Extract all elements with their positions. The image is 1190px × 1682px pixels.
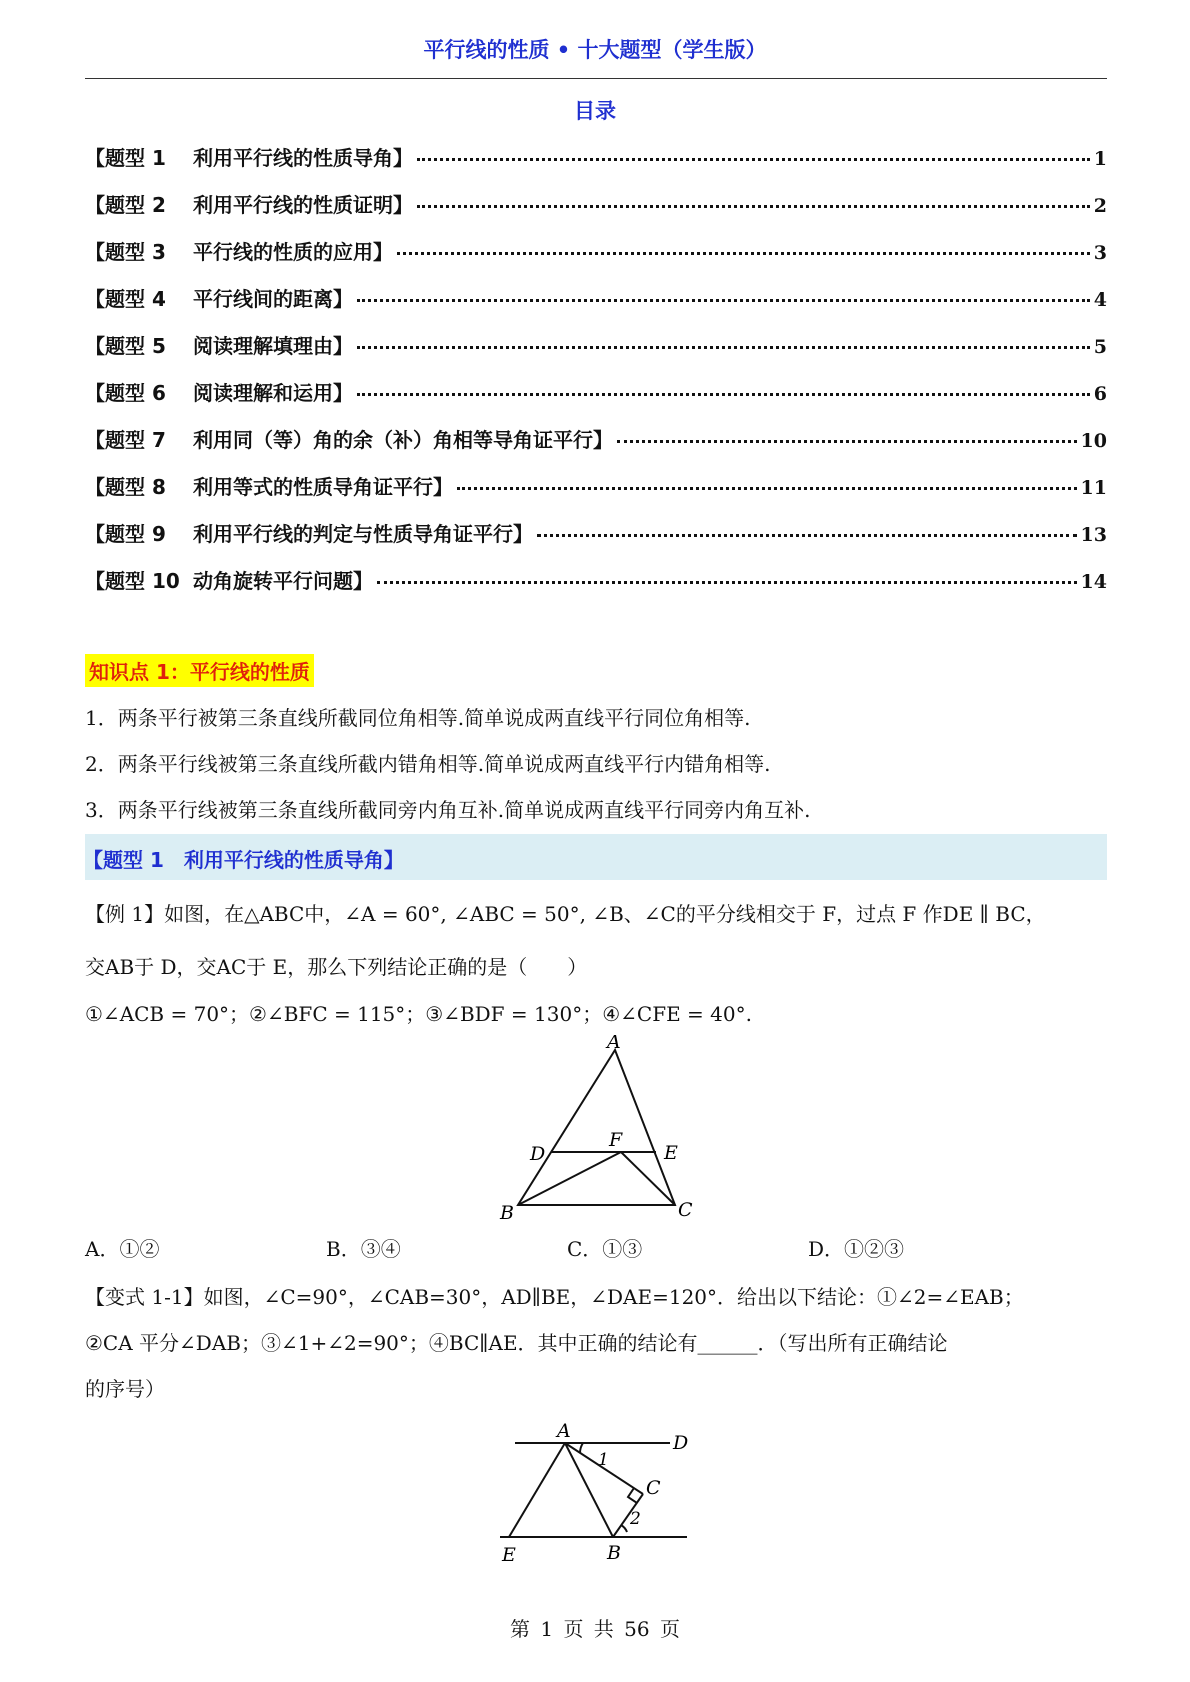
toc-item-text: 阅读理解填理由】 bbox=[193, 334, 353, 358]
toc-item-num: 【题型 6 bbox=[85, 381, 166, 405]
toc-item-num: 【题型 7 bbox=[85, 428, 166, 452]
toc-item-3[interactable] bbox=[85, 236, 1107, 266]
toc-item-page: 14 bbox=[1080, 571, 1107, 593]
toc-leader bbox=[417, 205, 1090, 208]
parallel-lines-figure bbox=[495, 1415, 715, 1575]
toc-leader bbox=[357, 393, 1090, 396]
toc-item-6[interactable] bbox=[85, 377, 1107, 407]
toc-item-page: 13 bbox=[1080, 524, 1107, 546]
option-a[interactable]: A．①② bbox=[85, 1237, 160, 1261]
toc-item-page: 6 bbox=[1093, 383, 1107, 405]
example-1-line-1: 【例 1】如图，在△ABC中，∠A = 60°, ∠ABC = 50°, ∠B、∠C的平分线相交于 F，过点 F 作DE ∥ BC， bbox=[85, 902, 1046, 926]
toc-item-text: 利用平行线的性质证明】 bbox=[193, 193, 413, 217]
label-b: B bbox=[607, 1542, 621, 1564]
label-b: B bbox=[500, 1202, 514, 1224]
toc-item-8[interactable] bbox=[85, 471, 1107, 501]
toc-item-num: 【题型 3 bbox=[85, 240, 166, 264]
label-d: D bbox=[673, 1432, 689, 1454]
label-a: A bbox=[557, 1420, 571, 1442]
toc-item-text: 利用平行线的性质导角】 bbox=[193, 146, 413, 170]
toc-leader bbox=[377, 581, 1077, 584]
toc-item-num: 【题型 8 bbox=[85, 475, 166, 499]
toc-item-text: 利用平行线的判定与性质导角证平行】 bbox=[193, 522, 533, 546]
toc-title: 目录 bbox=[574, 99, 616, 123]
section-title: 【题型 1 利用平行线的性质导角】 bbox=[83, 848, 404, 872]
example-1-line-3: ①∠ACB = 70°；②∠BFC = 115°；③∠BDF = 130°；④∠CFE = 40°. bbox=[85, 1002, 752, 1026]
option-c[interactable]: C．①③ bbox=[567, 1237, 643, 1261]
document-title: 平行线的性质 • 十大题型（学生版） bbox=[423, 38, 767, 62]
option-d[interactable]: D．①②③ bbox=[808, 1237, 905, 1261]
header-divider bbox=[85, 78, 1107, 79]
toc-item-9[interactable] bbox=[85, 518, 1107, 548]
toc-item-num: 【题型 2 bbox=[85, 193, 166, 217]
label-angle-2: 2 bbox=[630, 1509, 641, 1529]
toc-item-page: 3 bbox=[1093, 242, 1107, 264]
label-f: F bbox=[609, 1129, 623, 1151]
toc-item-page: 2 bbox=[1093, 195, 1107, 217]
label-d: D bbox=[530, 1143, 546, 1165]
toc-item-text: 阅读理解和运用】 bbox=[193, 381, 353, 405]
knowledge-point-3: 3．两条平行线被第三条直线所截同旁内角互补.简单说成两直线平行同旁内角互补. bbox=[85, 798, 811, 822]
toc-item-page: 1 bbox=[1093, 148, 1107, 170]
toc-leader bbox=[357, 346, 1090, 349]
toc-item-num: 【题型 9 bbox=[85, 522, 166, 546]
toc-item-text: 平行线间的距离】 bbox=[193, 287, 353, 311]
toc-leader bbox=[417, 158, 1090, 161]
option-b[interactable]: B．③④ bbox=[326, 1237, 401, 1261]
toc-item-num: 【题型 4 bbox=[85, 287, 166, 311]
label-c: C bbox=[678, 1199, 693, 1221]
toc-item-text: 利用同（等）角的余（补）角相等导角证平行】 bbox=[193, 428, 613, 452]
variant-1-1-line-3: 的序号） bbox=[85, 1377, 165, 1401]
toc-item-page: 11 bbox=[1080, 477, 1107, 499]
toc-item-5[interactable] bbox=[85, 330, 1107, 360]
knowledge-point-1: 1．两条平行被第三条直线所截同位角相等.简单说成两直线平行同位角相等. bbox=[85, 706, 751, 730]
angle-2-arc bbox=[621, 1525, 627, 1532]
toc-item-page: 4 bbox=[1093, 289, 1107, 311]
label-a: A bbox=[607, 1035, 621, 1053]
toc-leader bbox=[397, 252, 1090, 255]
toc-item-text: 平行线的性质的应用】 bbox=[193, 240, 393, 264]
toc-item-2[interactable] bbox=[85, 189, 1107, 219]
toc-item-num: 【题型 10 bbox=[85, 569, 180, 593]
label-e: E bbox=[502, 1544, 516, 1566]
label-e: E bbox=[664, 1142, 678, 1164]
knowledge-point-label: 知识点 1：平行线的性质 bbox=[85, 654, 314, 687]
toc-item-num: 【题型 5 bbox=[85, 334, 166, 358]
toc-item-1[interactable] bbox=[85, 142, 1107, 172]
toc-item-10[interactable] bbox=[85, 565, 1107, 595]
example-1-line-2: 交AB于 D，交AC于 E，那么下列结论正确的是（ ） bbox=[85, 955, 588, 979]
segment-ae bbox=[509, 1443, 565, 1537]
variant-1-1-line-1: 【变式 1-1】如图，∠C=90°，∠CAB=30°，AD∥BE，∠DAE=120°．给出以下结论：①∠2=∠EAB； bbox=[85, 1285, 1024, 1309]
toc-item-page: 10 bbox=[1080, 430, 1107, 452]
variant-1-1-line-2: ②CA 平分∠DAB；③∠1+∠2=90°；④BC∥AE．其中正确的结论有______．（写出所有正确结论 bbox=[85, 1331, 948, 1355]
toc-item-7[interactable] bbox=[85, 424, 1107, 454]
toc-leader bbox=[617, 440, 1077, 443]
label-c: C bbox=[646, 1477, 661, 1499]
toc-item-text: 动角旋转平行问题】 bbox=[193, 569, 373, 593]
angle-1-arc bbox=[580, 1443, 583, 1453]
toc-item-text: 利用等式的性质导角证平行】 bbox=[193, 475, 453, 499]
page-number: 第 1 页 共 56 页 bbox=[510, 1617, 680, 1641]
toc-item-page: 5 bbox=[1093, 336, 1107, 358]
toc-item-4[interactable] bbox=[85, 283, 1107, 313]
triangle-figure bbox=[490, 1035, 710, 1225]
toc-leader bbox=[537, 534, 1077, 537]
toc-leader bbox=[357, 299, 1090, 302]
toc-item-num: 【题型 1 bbox=[85, 146, 166, 170]
toc-leader bbox=[457, 487, 1077, 490]
knowledge-point-2: 2．两条平行线被第三条直线所截内错角相等.简单说成两直线平行内错角相等. bbox=[85, 752, 771, 776]
label-angle-1: 1 bbox=[598, 1450, 609, 1470]
